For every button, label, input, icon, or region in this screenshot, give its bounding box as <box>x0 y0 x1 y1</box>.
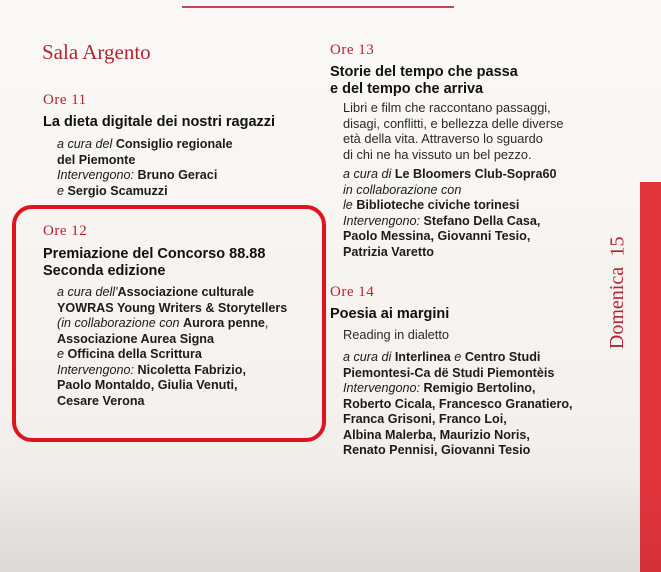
credit-name: Renato Pennisi, Giovanni Tesio <box>343 443 531 457</box>
credit-text: Intervengono: <box>343 213 424 228</box>
credit-line <box>57 347 287 363</box>
credit-name: Le Bloomers Club-Sopra60 <box>394 167 557 181</box>
credit-text: (in collaborazione con <box>57 316 184 330</box>
event-title-12-line1: Premiazione del Concorso 88.88 <box>43 246 266 262</box>
credit-name: Bruno Geraci <box>137 168 218 182</box>
credit-line <box>343 245 556 261</box>
credit-text: in collaborazione con <box>343 182 462 197</box>
credit-text: Intervengono: <box>57 362 138 377</box>
description-line: disagi, conflitti, e bellezza delle diverse <box>343 115 564 131</box>
section-title: Sala Argento <box>42 40 151 64</box>
credit-line <box>343 381 573 397</box>
time-label-13: Ore 13 <box>330 42 375 58</box>
credit-name: Patrizia Varetto <box>343 244 434 259</box>
credit-name: Piemontesi-Ca dë Studi Piemontèis <box>343 365 555 380</box>
credit-name: del Piemonte <box>57 152 136 167</box>
credit-line <box>57 332 287 348</box>
description-line: età della vita. Attraverso lo sguardo <box>343 131 543 147</box>
credit-text: Intervengono: <box>57 168 138 182</box>
credit-name: Roberto Cicala, Francesco Granatiero, <box>343 396 573 411</box>
description-line: Libri e film che raccontano passaggi, <box>343 100 551 115</box>
credit-line <box>343 167 556 183</box>
credit-line <box>343 443 573 459</box>
event-title-13-line1: Storie del tempo che passa <box>330 64 518 80</box>
credit-line <box>57 285 287 301</box>
description-line: Reading in dialetto <box>343 327 450 342</box>
credit-line <box>343 350 573 366</box>
credit-name: Nicoletta Fabrizio, <box>137 362 246 377</box>
credit-line <box>343 412 573 428</box>
credit-line <box>57 184 233 200</box>
credit-line <box>343 366 573 382</box>
credit-text: Intervengono: <box>343 381 424 395</box>
description-line: di chi ne ha vissuto un bel pezzo. <box>343 146 532 162</box>
credit-line <box>57 378 287 394</box>
credit-line <box>57 316 287 332</box>
event-title-13-line2: e del tempo che arriva <box>330 81 484 97</box>
event-title-14: Poesia ai margini <box>330 306 450 322</box>
credit-name: Stefano Della Casa, <box>423 213 541 228</box>
event-title-11: La dieta digitale dei nostri ragazzi <box>43 114 276 130</box>
credit-text: a cura del <box>57 137 116 151</box>
credit-name: Paolo Messina, Giovanni Tesio, <box>343 229 531 243</box>
credit-text: le <box>343 198 357 212</box>
credit-line <box>343 229 556 245</box>
credit-name: Albina Malerba, Maurizio Noris, <box>343 427 530 442</box>
credit-text: e <box>450 350 465 364</box>
credit-text: , <box>264 316 269 330</box>
credit-name: Franca Grisoni, Franco Loi, <box>343 412 507 426</box>
credit-line <box>57 153 233 169</box>
credit-line <box>57 168 233 184</box>
credit-name: Biblioteche civiche torinesi <box>356 198 520 212</box>
credit-name: Associazione Aurea Signa <box>57 331 215 346</box>
credit-text: a cura di <box>343 167 395 181</box>
credit-name: Aurora penne <box>183 316 265 330</box>
credit-name: Paolo Montaldo, Giulia Venuti, <box>57 378 238 392</box>
credit-name: Consiglio regionale <box>115 137 233 151</box>
credit-name: Sergio Scamuzzi <box>67 183 168 198</box>
time-label-11: Ore 11 <box>43 92 87 108</box>
event-description-13 <box>343 100 564 162</box>
credit-name: Associazione culturale <box>117 285 254 299</box>
day-label: Domenica <box>606 266 628 350</box>
credit-line <box>57 137 233 153</box>
event-credits-13 <box>343 167 556 260</box>
time-label-14: Ore 14 <box>330 284 375 300</box>
credit-line <box>343 428 573 444</box>
credit-name: Centro Studi <box>464 350 541 364</box>
credit-line <box>57 394 287 410</box>
time-label-12: Ore 12 <box>43 223 88 239</box>
credit-line <box>57 301 287 317</box>
credit-line <box>343 397 573 413</box>
credit-line <box>343 183 556 199</box>
credit-name: Remigio Bertolino, <box>423 381 536 395</box>
credit-name: YOWRAS Young Writers & Storytellers <box>57 300 288 315</box>
credit-line <box>343 198 556 214</box>
event-credits-11 <box>57 137 233 199</box>
credit-name: Cesare Verona <box>57 393 145 408</box>
credit-line <box>343 214 556 230</box>
credit-text: a cura di <box>343 350 395 364</box>
credit-text: e <box>57 347 68 361</box>
event-title-12-line2: Seconda edizione <box>43 263 166 279</box>
event-credits-14 <box>343 350 573 459</box>
credit-line <box>57 363 287 379</box>
credit-text: e <box>57 183 68 198</box>
page-shadow <box>0 470 661 572</box>
credit-text: a cura dell' <box>57 285 118 299</box>
credit-name: Interlinea <box>394 350 451 364</box>
page-number: 15 <box>606 236 629 257</box>
credit-name: Officina della Scrittura <box>67 347 202 361</box>
event-credits-12 <box>57 285 287 409</box>
top-divider <box>182 6 454 8</box>
event-description-14 <box>343 327 449 343</box>
